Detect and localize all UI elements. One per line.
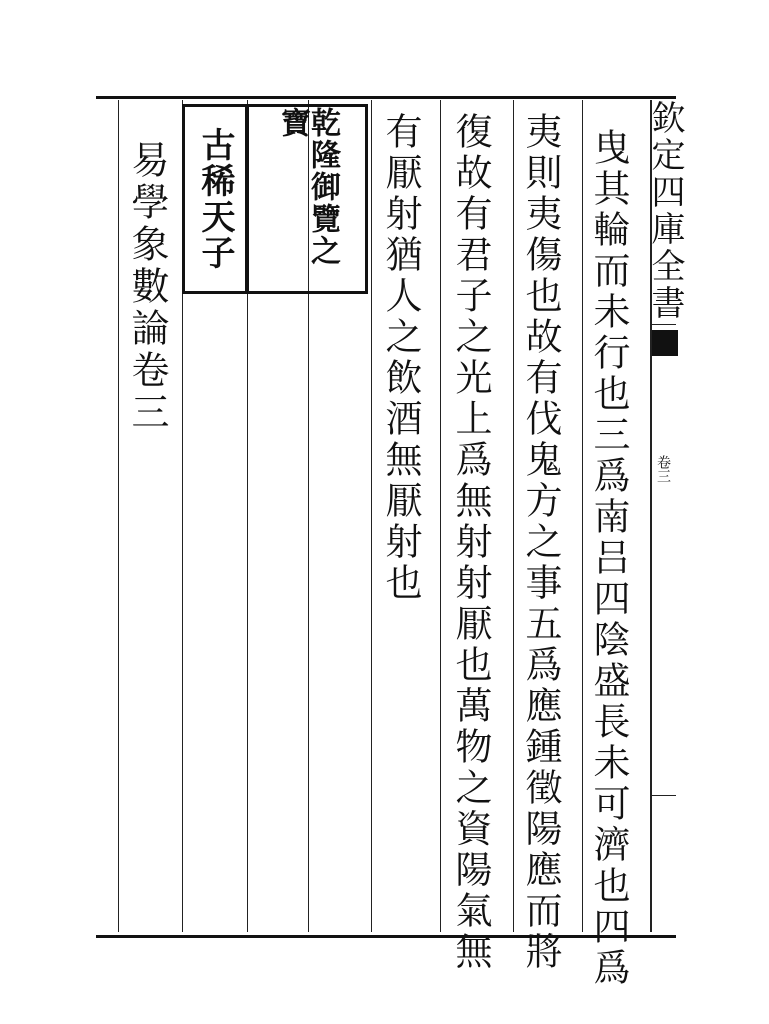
column-rule [582,100,583,932]
fishtail-mark [652,330,678,356]
margin-rule [652,324,676,325]
book-title: 易學象數論卷三 [125,140,169,434]
column-rule [118,100,119,932]
column-rule [440,100,441,932]
volume-marker: 卷三 [655,455,671,483]
text-column-4: 有厭射猶人之飲酒無厭射也 [379,112,422,604]
seal-right [246,104,368,294]
library-title: 欽定四庫全書 [645,100,685,322]
column-rule [371,100,372,932]
seal-left-text: 古稀天子 [195,127,235,271]
seal-right-text: 乾隆御覽之寶 [275,107,340,267]
text-column-2: 夷則夷傷也故有伐鬼方之事五爲應鍾徵陽應而將 [519,112,562,973]
seal-left [182,104,248,294]
column-rule [513,100,514,932]
text-column-3: 復故有君子之光上爲無射射厭也萬物之資陽氣無 [449,112,492,973]
text-column-1: 曳其輪而未行也三爲南吕四陰盛長未可濟也四爲 [587,128,630,989]
margin-rule [652,795,676,796]
